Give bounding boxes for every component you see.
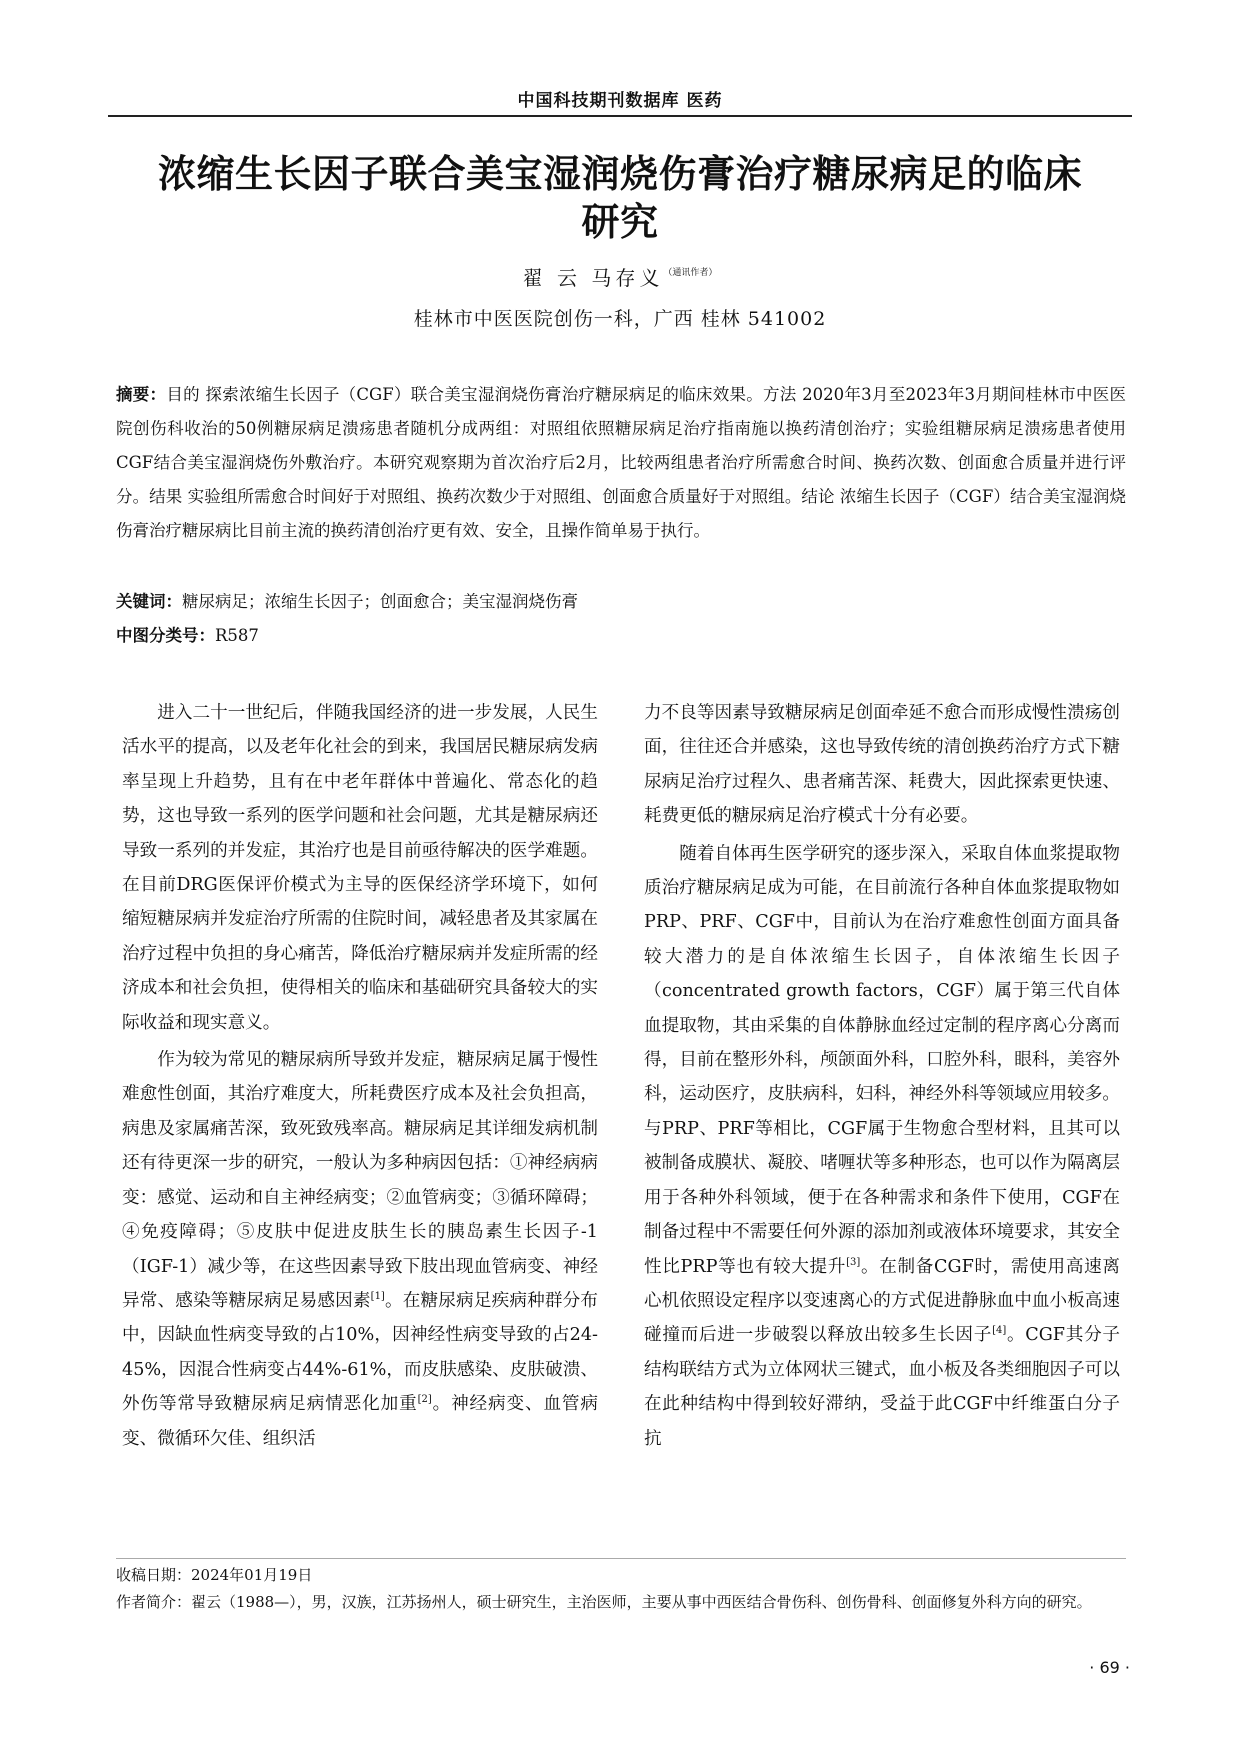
affiliation: 桂林市中医医院创伤一科，广西 桂林 541002 (413, 308, 827, 330)
body-paragraph: 作为较为常见的糖尿病所导致并发症，糖尿病足属于慢性难愈性创面，其治疗难度大，所耗费医疗成本及社会负担高，病患及家属痛苦深，致死致残率高。糖尿病足其详细发病机制还有待更深一步的研究，一般认为多种病因包括：①神经病病变：感觉、运动和自主神经病变；②血管病变；③循环障碍；④免疫障碍；⑤皮肤中促进皮肤生长的胰岛素生长因子-1（IGF-1）减少等，在这些因素导致下肢出现血管病变、神经异常、感染等糖尿病足易感因素[1]。在糖尿病足疾病种群分布中，因缺血性病变导致的占10%，因神经性病变导致的占24-45%，因混合性病变占44%-61%，而皮肤感染、皮肤破溃、外伤等常导致糖尿病足病情恶化加重[2]。神经病变、血管病变、微循环欠佳、组织活 (122, 1050, 598, 1449)
corresponding-author-note: （通讯作者） (663, 268, 718, 278)
abstract-text: 目的 探索浓缩生长因子（CGF）联合美宝湿润烧伤膏治疗糖尿病足的临床效果。方法 2020年3月至2023年3月期间桂林市中医医院创伤科收治的50例糖尿病足溃疡患者随机分成两组：对照组依照糖尿病足治疗指南施以换药清创治疗；实验组糖尿病足溃疡患者使用CGF结合美宝湿润烧伤外敷治疗。本研究观察期为首次治疗后2月，比较两组患者治疗所需愈合时间、换药次数、创面愈合质量并进行评分。结果 实验组所需愈合时间好于对照组、换药次数少于对照组、创面愈合质量好于对照组。结论 浓缩生长因子（CGF）结合美宝湿润烧伤膏治疗糖尿病比目前主流的换药清创治疗更有效、安全，且操作简单易于执行。 (116, 385, 1127, 540)
author-names: 翟 云 马存义 (522, 266, 664, 290)
citation-ref: [2] (417, 1394, 432, 1406)
abstract-label: 摘要： (116, 385, 167, 404)
body-paragraph: 进入二十一世纪后，伴随我国经济的进一步发展，人民生活水平的提高，以及老年化社会的到来，我国居民糖尿病发病率呈现上升趋势，且有在中老年群体中普遍化、常态化的趋势，这也导致一系列的医学问题和社会问题，尤其是糖尿病还导致一系列的并发症，其治疗也是目前亟待解决的医学难题。在目前DRG医保评价模式为主导的医保经济学环境下，如何缩短糖尿病并发症治疗所需的住院时间，减轻患者及其家属在治疗过程中负担的身心痛苦，降低治疗糖尿病并发症所需的经济成本和社会负担，使得相关的临床和基础研究具备较大的实际收益和现实意义。 (122, 703, 598, 1033)
footnote-rule (116, 1558, 1126, 1559)
body-paragraph: 力不良等因素导致糖尿病足创面牵延不愈合而形成慢性溃疡创面，往往还合并感染，这也导致传统的清创换药治疗方式下糖尿病足治疗过程久、患者痛苦深、耗费大，因此探索更快速、耗费更低的糖尿病足治疗模式十分有必要。 (644, 703, 1120, 827)
title-line-2: 研究 (581, 200, 659, 244)
keywords (116, 588, 1126, 612)
article-title (108, 150, 1132, 246)
body-column-right (644, 696, 1120, 1459)
header-rule (108, 115, 1132, 117)
authors (108, 262, 1132, 291)
page-number: · 69 · (1089, 1658, 1130, 1677)
keywords-label: 关键词： (116, 592, 182, 611)
clc-text: R587 (215, 626, 259, 645)
clc-label: 中图分类号： (116, 626, 215, 645)
body-column-left (122, 696, 598, 1459)
received-date: 收稿日期：2024年01月19日 (116, 1566, 313, 1584)
abstract (116, 378, 1126, 548)
citation-ref: [4] (992, 1325, 1007, 1337)
body-paragraph: 随着自体再生医学研究的逐步深入，采取自体血浆提取物质治疗糖尿病足成为可能，在目前流行各种自体血浆提取物如PRP、PRF、CGF中，目前认为在治疗难愈性创面方面具备较大潜力的是自体浓缩生长因子，自体浓缩生长因子（concentrated growth factors，CGF）属于第三代自体血提取物，其由采集的自体静脉血经过定制的程序离心分离而得，目前在整形外科，颅颌面外科，口腔外科，眼科，美容外科，运动医疗，皮肤病科，妇科，神经外科等领域应用较多。与PRP、PRF等相比，CGF属于生物愈合型材料，且其可以被制备成膜状、凝胶、啫喱状等多种形态，也可以作为隔离层用于各种外科领域，便于在各种需求和条件下使用，CGF在制备过程中不需要任何外源的添加剂或液体环境要求，其安全性比PRP等也有较大提升[3]。在制备CGF时，需使用高速离心机依照设定程序以变速离心的方式促进静脉血中血小板高速碰撞而后进一步破裂以释放出较多生长因子[4]。CGF其分子结构联结方式为立体网状三键式，血小板及各类细胞因子可以在此种结构中得到较好滞纳，受益于此CGF中纤维蛋白分子抗 (644, 843, 1120, 1449)
author-bio: 作者简介：翟云（1988—），男，汉族，江苏扬州人，硕士研究生，主治医师，主要从事中西医结合骨伤科、创伤骨科、创面修复外科方向的研究。 (116, 1593, 1092, 1611)
journal-header: 中国科技期刊数据库 医药 (517, 91, 723, 111)
citation-ref: [1] (370, 1290, 385, 1302)
keywords-text: 糖尿病足；浓缩生长因子；创面愈合；美宝湿润烧伤膏 (182, 592, 578, 611)
classification-number (116, 622, 1126, 646)
citation-ref: [3] (846, 1256, 861, 1268)
title-line-1: 浓缩生长因子联合美宝湿润烧伤膏治疗糖尿病足的临床 (157, 152, 1082, 196)
